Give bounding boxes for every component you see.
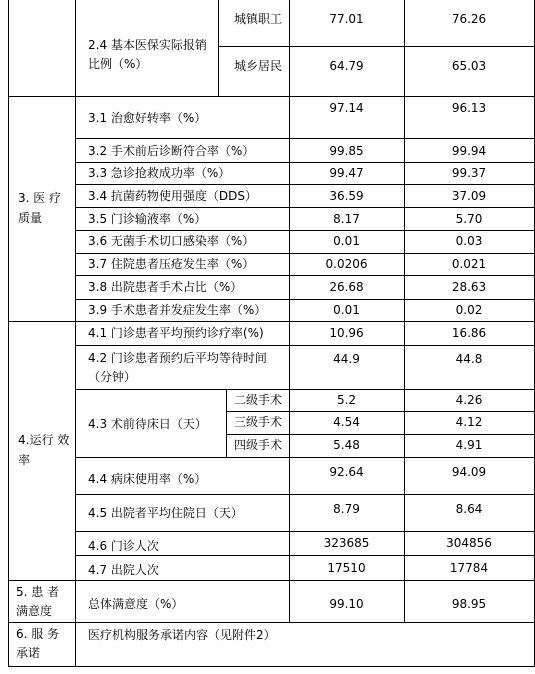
value-cell: 4.91	[455, 438, 483, 452]
value-cell: 10.96	[329, 326, 364, 340]
grid-line	[75, 555, 535, 556]
value-cell: 4.54	[333, 415, 360, 429]
sub-label: 城镇职工	[234, 12, 283, 26]
grid-line	[218, 46, 535, 47]
grid-line	[8, 96, 535, 97]
value-cell: 0.02	[455, 303, 483, 317]
row-label: 3.8 出院患者手术占比（%）	[88, 280, 243, 294]
grid-line	[75, 253, 535, 254]
value-cell: 99.85	[329, 144, 364, 158]
section-title: 3. 医 疗 质量	[18, 191, 62, 225]
section-title: 4.运行 效率	[18, 433, 70, 467]
value-cell: 0.01	[333, 303, 360, 317]
row-label: 3.6 无菌手术切口感染率（%）	[88, 234, 255, 248]
grid-line	[75, 184, 535, 185]
grid-line	[75, 138, 535, 139]
grid-line	[8, 580, 535, 581]
grid-line	[75, 457, 535, 458]
section-title: 5. 患 者 满意度	[16, 585, 60, 618]
grid-line	[75, 345, 535, 346]
row-label: 总体满意度（%）	[88, 597, 184, 611]
value-cell: 37.09	[451, 189, 487, 203]
section-title: 6. 服 务 承诺	[16, 627, 60, 660]
grid-line	[8, 0, 9, 667]
sub-label: 二级手术	[234, 393, 283, 407]
value-cell: 76.26	[451, 12, 487, 26]
value-cell: 92.64	[329, 465, 364, 479]
row-label: 3.4 抗菌药物使用强度（DDS）	[88, 189, 257, 203]
value-cell: 5.2	[336, 393, 357, 407]
value-cell: 8.64	[455, 502, 483, 516]
value-cell: 98.95	[451, 597, 487, 611]
value-cell: 0.03	[455, 234, 483, 248]
value-cell: 44.8	[455, 352, 483, 366]
value-cell: 44.9	[333, 352, 360, 366]
grid-line	[8, 666, 535, 667]
value-cell: 28.63	[451, 280, 487, 294]
row-label: 3.5 门诊输液率（%）	[88, 212, 207, 226]
grid-line	[75, 0, 76, 667]
grid-line	[75, 389, 535, 390]
row-label: 3.9 手术患者并发症发生率（%）	[88, 303, 267, 317]
value-cell: 16.86	[451, 326, 487, 340]
value-cell: 5.48	[333, 438, 360, 452]
value-cell: 4.12	[455, 415, 483, 429]
sub-label: 城乡居民	[234, 59, 283, 73]
row-label: 4.4 病床使用率（%）	[88, 472, 207, 486]
grid-line	[226, 389, 227, 457]
grid-line	[75, 230, 535, 231]
value-cell: 17510	[327, 561, 366, 575]
sub-label: 三级手术	[234, 415, 283, 429]
grid-line	[226, 434, 535, 435]
value-cell: 94.09	[451, 465, 487, 479]
grid-line	[8, 321, 535, 322]
value-cell: 8.79	[333, 502, 360, 516]
grid-line	[75, 207, 535, 208]
row-label: 2.4 基本医保实际报销比例（%）	[88, 38, 207, 71]
value-cell: 4.26	[455, 393, 483, 407]
value-cell: 17784	[449, 561, 489, 575]
value-cell: 0.01	[333, 234, 360, 248]
value-cell: 304856	[446, 536, 492, 550]
row-label: 3.2 手术前后诊断符合率（%）	[88, 144, 255, 158]
value-cell: 65.03	[451, 59, 487, 73]
row-label: 4.2 门诊患者预约后平均等待时间（分钟）	[88, 351, 267, 384]
value-cell: 0.021	[451, 257, 487, 271]
value-cell: 64.79	[329, 59, 364, 73]
row-label: 4.7 出院人次	[88, 563, 159, 577]
row-label: 4.1 门诊患者平均预约诊疗率(%)	[88, 326, 264, 340]
grid-line	[75, 494, 535, 495]
row-label: 3.1 治愈好转率（%）	[88, 111, 207, 125]
value-cell: 5.70	[455, 212, 483, 226]
row-label: 3.3 急诊抢救成功率（%）	[88, 166, 231, 180]
value-cell: 36.59	[329, 189, 364, 203]
row-label: 4.6 门诊人次	[88, 539, 159, 553]
grid-line	[8, 622, 535, 623]
value-cell: 99.47	[329, 166, 364, 180]
grid-line	[75, 275, 535, 276]
grid-line	[226, 411, 535, 412]
grid-line	[75, 162, 535, 163]
value-cell: 0.0206	[325, 257, 368, 271]
value-cell: 26.68	[329, 280, 364, 294]
grid-line	[75, 531, 535, 532]
value-cell: 97.14	[329, 101, 364, 115]
sub-label: 四级手术	[234, 438, 283, 452]
value-cell: 96.13	[451, 101, 487, 115]
row-label: 4.3 术前待床日（天）	[88, 417, 207, 431]
grid-line	[218, 0, 219, 96]
row-label: 4.5 出院者平均住院日（天）	[88, 506, 243, 520]
value-cell: 8.17	[333, 212, 360, 226]
value-cell: 77.01	[329, 12, 364, 26]
indicator-table	[8, 0, 535, 674]
value-cell: 323685	[323, 536, 370, 550]
value-cell: 99.10	[329, 597, 364, 611]
row-label: 3.7 住院患者压疮发生率（%）	[88, 257, 255, 271]
value-cell: 99.94	[451, 144, 487, 158]
grid-line	[75, 299, 535, 300]
row-label: 医疗机构服务承诺内容（见附件2）	[88, 628, 276, 642]
value-cell: 99.37	[451, 166, 487, 180]
